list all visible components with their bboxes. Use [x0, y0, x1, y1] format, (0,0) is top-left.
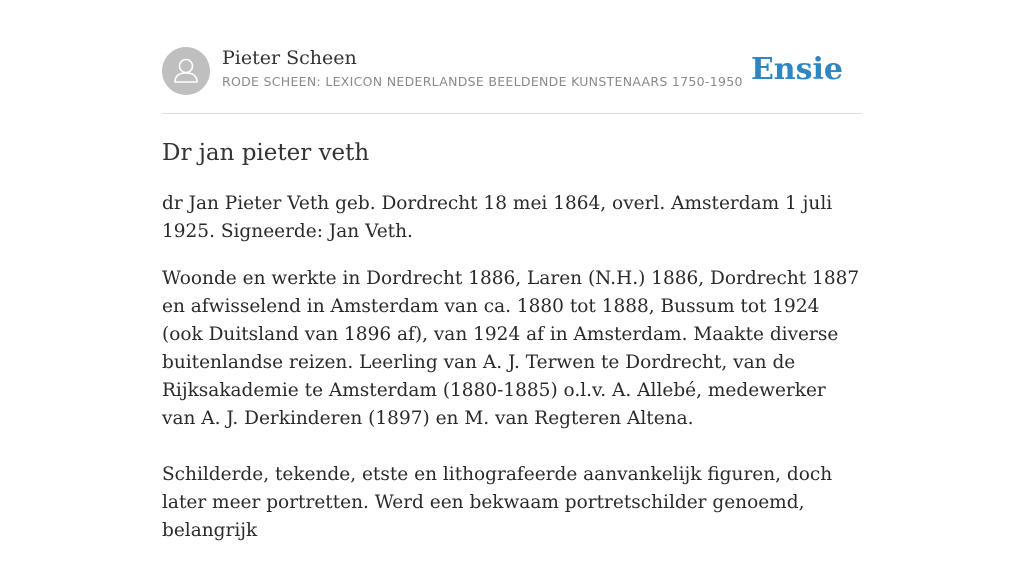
- paragraph-biography: Woonde en werkte in Dordrecht 1886, Laren (N.H.) 1886, Dordrecht 1887 en afwisselend in Amsterdam van ca. 1880 tot 1888, Bussum tot 1924 (ook Duitsland van 1896 af), van 1924 af in Amsterdam. Maakte diverse buitenlandse reizen. Leerling van A. J. Terwen te Dordrecht, van de Rijksakademie te Amsterdam (1880-1885) o.l.v. A. Allebé, medewerker van A. J. Derkinderen (1897) en M. van Regteren Altena.: [162, 268, 860, 429]
- article-header: [162, 46, 862, 96]
- author-name[interactable]: Pieter Scheen: [222, 47, 357, 69]
- paragraph-intro: dr Jan Pieter Veth geb. Dordrecht 18 mei 1864, overl. Amsterdam 1 juli 1925. Signeerde: Jan Veth.: [162, 193, 833, 242]
- user-icon: [162, 47, 210, 95]
- page-title: Dr jan pieter veth: [162, 140, 370, 166]
- header-divider: [162, 113, 862, 114]
- ensie-logo[interactable]: Ensie: [750, 52, 843, 87]
- article-body: [162, 190, 862, 564]
- avatar[interactable]: [162, 47, 210, 95]
- source-label[interactable]: RODE SCHEEN: LEXICON NEDERLANDSE BEELDENDE KUNSTENAARS 1750-1950: [222, 74, 743, 89]
- paragraph-work: Schilderde, tekende, etste en lithografeerde aanvankelijk figuren, doch later meer portretten. Werd een bekwaam portretschilder genoemd, belangrijk: [162, 464, 833, 541]
